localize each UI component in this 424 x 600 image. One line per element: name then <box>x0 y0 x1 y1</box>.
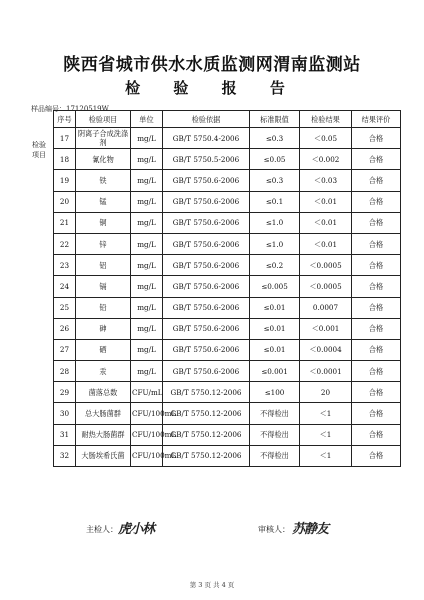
side-label-2: 项目 <box>32 151 46 159</box>
table-row <box>54 361 401 382</box>
cell-limit: ≤1.0 <box>250 233 300 254</box>
cell-unit: mg/L <box>131 255 163 276</box>
cell-unit: mg/L <box>131 212 163 233</box>
report-title: 陕西省城市供水水质监测网渭南监测站 <box>63 55 361 75</box>
table-header-row <box>54 111 401 128</box>
cell-no: 20 <box>54 191 76 212</box>
cell-no: 26 <box>54 318 76 339</box>
cell-eval: 合格 <box>352 361 401 382</box>
col-header-eval: 结果评价 <box>352 111 401 128</box>
cell-eval: 合格 <box>352 212 401 233</box>
table-row <box>54 382 401 403</box>
cell-method: GB/T 5750.6-2006 <box>163 297 250 318</box>
inspector-label: 主检人： <box>86 525 118 534</box>
cell-limit: 不得检出 <box>250 403 300 424</box>
cell-unit: mg/L <box>131 318 163 339</box>
cell-limit: ≤1.0 <box>250 212 300 233</box>
table-row <box>54 170 401 191</box>
cell-item: 阴离子合成洗涤剂 <box>76 128 131 149</box>
cell-eval: 合格 <box>352 128 401 149</box>
cell-limit: ≤100 <box>250 382 300 403</box>
cell-method: GB/T 5750.5-2006 <box>163 149 250 170</box>
cell-unit: mg/L <box>131 128 163 149</box>
table-row <box>54 318 401 339</box>
cell-unit: CFU/mL <box>131 382 163 403</box>
cell-item: 汞 <box>76 361 131 382</box>
cell-result: ＜0.03 <box>300 170 352 191</box>
cell-method: GB/T 5750.12-2006 <box>163 445 250 466</box>
table-row <box>54 255 401 276</box>
cell-limit: ≤0.05 <box>250 149 300 170</box>
cell-eval: 合格 <box>352 318 401 339</box>
cell-eval: 合格 <box>352 424 401 445</box>
col-header-result: 检验结果 <box>300 111 352 128</box>
inspector-signature: 虎小林 <box>118 522 155 537</box>
cell-unit: CFU/100mL <box>131 424 163 445</box>
cell-unit: mg/L <box>131 149 163 170</box>
cell-result: ＜0.002 <box>300 149 352 170</box>
cell-eval: 合格 <box>352 382 401 403</box>
cell-item: 铜 <box>76 212 131 233</box>
cell-result: ＜1 <box>300 424 352 445</box>
cell-no: 21 <box>54 212 76 233</box>
cell-no: 23 <box>54 255 76 276</box>
cell-no: 22 <box>54 233 76 254</box>
cell-limit: ≤0.005 <box>250 276 300 297</box>
cell-method: GB/T 5750.6-2006 <box>163 212 250 233</box>
cell-no: 19 <box>54 170 76 191</box>
cell-method: GB/T 5750.6-2006 <box>163 276 250 297</box>
side-label-1: 检验 <box>32 141 46 149</box>
sample-number: 样品编号：17120519W <box>31 105 109 113</box>
cell-result: ＜0.0005 <box>300 255 352 276</box>
cell-method: GB/T 5750.6-2006 <box>163 255 250 276</box>
cell-eval: 合格 <box>352 191 401 212</box>
report-subtitle: 检 验 报 告 <box>125 79 299 97</box>
cell-item: 大肠埃希氏菌 <box>76 445 131 466</box>
cell-result: ＜0.05 <box>300 128 352 149</box>
cell-unit: mg/L <box>131 170 163 191</box>
cell-no: 27 <box>54 339 76 360</box>
cell-method: GB/T 5750.12-2006 <box>163 424 250 445</box>
cell-method: GB/T 5750.6-2006 <box>163 191 250 212</box>
signature-row <box>0 520 424 540</box>
cell-result: ＜0.01 <box>300 212 352 233</box>
table-row <box>54 297 401 318</box>
cell-limit: ≤0.01 <box>250 339 300 360</box>
cell-result: ＜0.0004 <box>300 339 352 360</box>
cell-result: ＜1 <box>300 403 352 424</box>
cell-no: 31 <box>54 424 76 445</box>
cell-item: 镉 <box>76 276 131 297</box>
cell-item: 锰 <box>76 191 131 212</box>
cell-eval: 合格 <box>352 339 401 360</box>
reviewer-signature: 苏静友 <box>292 522 329 537</box>
cell-unit: mg/L <box>131 339 163 360</box>
table-row <box>54 276 401 297</box>
cell-item: 锌 <box>76 233 131 254</box>
cell-method: GB/T 5750.6-2006 <box>163 339 250 360</box>
cell-item: 硒 <box>76 339 131 360</box>
cell-limit: 不得检出 <box>250 424 300 445</box>
cell-limit: ≤0.3 <box>250 170 300 191</box>
cell-result: ＜0.01 <box>300 191 352 212</box>
cell-no: 29 <box>54 382 76 403</box>
table-row <box>54 445 401 466</box>
cell-unit: mg/L <box>131 276 163 297</box>
table-row <box>54 339 401 360</box>
cell-method: GB/T 5750.12-2006 <box>163 382 250 403</box>
cell-eval: 合格 <box>352 149 401 170</box>
table-row <box>54 403 401 424</box>
cell-unit: mg/L <box>131 361 163 382</box>
cell-limit: ≤0.001 <box>250 361 300 382</box>
cell-result: 0.0007 <box>300 297 352 318</box>
cell-item: 铅 <box>76 297 131 318</box>
table-row <box>54 233 401 254</box>
cell-method: GB/T 5750.4-2006 <box>163 128 250 149</box>
cell-unit: mg/L <box>131 233 163 254</box>
col-header-no: 序号 <box>54 111 76 128</box>
results-table <box>53 110 401 467</box>
cell-item: 铁 <box>76 170 131 191</box>
table-row <box>54 128 401 149</box>
cell-limit: ≤0.3 <box>250 128 300 149</box>
cell-result: ＜0.0001 <box>300 361 352 382</box>
col-header-limit: 标准限值 <box>250 111 300 128</box>
cell-result: 20 <box>300 382 352 403</box>
cell-no: 30 <box>54 403 76 424</box>
page-number: 第 3 页 共 4 页 <box>189 581 235 589</box>
cell-unit: mg/L <box>131 191 163 212</box>
cell-eval: 合格 <box>352 233 401 254</box>
cell-result: ＜0.0005 <box>300 276 352 297</box>
cell-no: 18 <box>54 149 76 170</box>
cell-eval: 合格 <box>352 297 401 318</box>
cell-result: ＜0.01 <box>300 233 352 254</box>
reviewer-label: 审核人： <box>258 525 290 534</box>
cell-no: 25 <box>54 297 76 318</box>
cell-eval: 合格 <box>352 170 401 191</box>
cell-limit: ≤0.01 <box>250 318 300 339</box>
cell-no: 17 <box>54 128 76 149</box>
cell-item: 总大肠菌群 <box>76 403 131 424</box>
cell-eval: 合格 <box>352 255 401 276</box>
cell-no: 28 <box>54 361 76 382</box>
col-header-unit: 单位 <box>131 111 163 128</box>
cell-unit: CFU/100mL <box>131 403 163 424</box>
cell-result: ＜0.001 <box>300 318 352 339</box>
cell-method: GB/T 5750.6-2006 <box>163 170 250 191</box>
col-header-method: 检验依据 <box>163 111 250 128</box>
cell-limit: ≤0.1 <box>250 191 300 212</box>
cell-item: 氰化物 <box>76 149 131 170</box>
cell-eval: 合格 <box>352 403 401 424</box>
table-row <box>54 212 401 233</box>
cell-item: 菌落总数 <box>76 382 131 403</box>
cell-method: GB/T 5750.6-2006 <box>163 318 250 339</box>
cell-no: 32 <box>54 445 76 466</box>
cell-unit: CFU/100mL <box>131 445 163 466</box>
cell-method: GB/T 5750.6-2006 <box>163 361 250 382</box>
cell-method: GB/T 5750.12-2006 <box>163 403 250 424</box>
cell-item: 耐热大肠菌群 <box>76 424 131 445</box>
cell-method: GB/T 5750.6-2006 <box>163 233 250 254</box>
cell-eval: 合格 <box>352 445 401 466</box>
cell-item: 铝 <box>76 255 131 276</box>
table-row <box>54 424 401 445</box>
cell-limit: ≤0.2 <box>250 255 300 276</box>
cell-limit: 不得检出 <box>250 445 300 466</box>
cell-eval: 合格 <box>352 276 401 297</box>
cell-result: ＜1 <box>300 445 352 466</box>
table-row <box>54 191 401 212</box>
cell-unit: mg/L <box>131 297 163 318</box>
cell-item: 砷 <box>76 318 131 339</box>
cell-no: 24 <box>54 276 76 297</box>
cell-limit: ≤0.01 <box>250 297 300 318</box>
col-header-item: 检验项目 <box>76 111 131 128</box>
table-row <box>54 149 401 170</box>
